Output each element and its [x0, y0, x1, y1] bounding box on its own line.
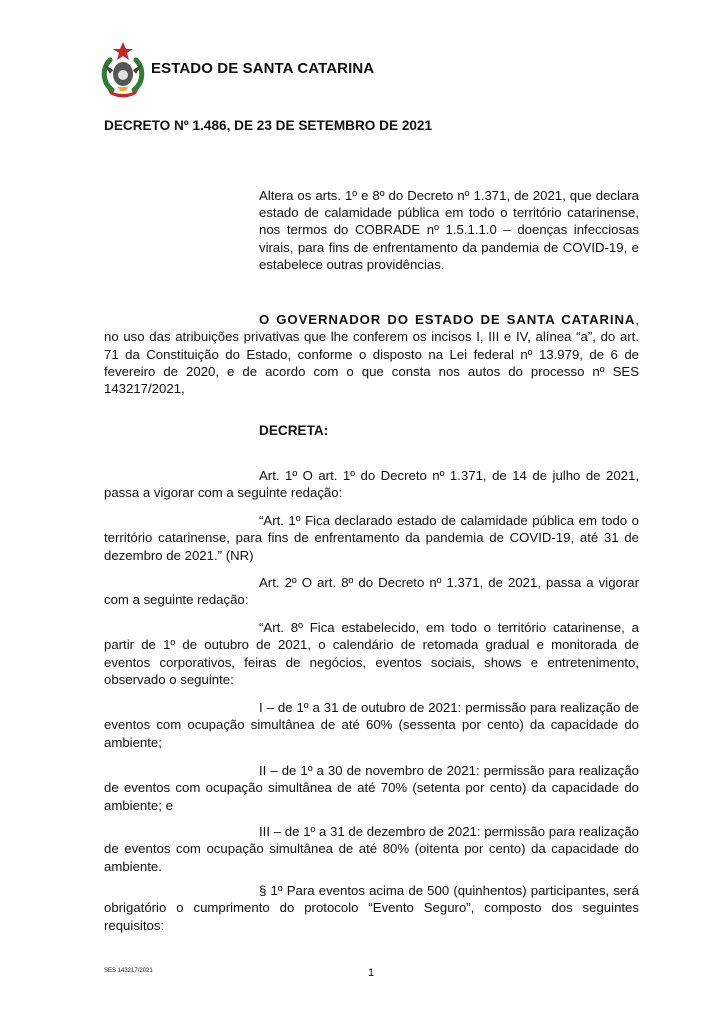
page-number: 1	[368, 967, 375, 979]
article-8-quote: “Art. 8º Fica estabelecido, em todo o território catarinense, a partir de 1º de outubro de 2021, o calendário de retomada gradual e monitorada de eventos corporativos, feiras de negócios, eventos sociais, shows e entretenimento, observado o seguinte:	[104, 620, 639, 687]
state-name: ESTADO DE SANTA CATARINA	[151, 60, 375, 77]
preamble	[104, 311, 639, 397]
article-1: Art. 1º O art. 1º do Decreto nº 1.371, de 14 de julho de 2021, passa a vigorar com a seguinte redação:	[104, 468, 639, 501]
article-2: Art. 2º O art. 8º do Decreto nº 1.371, de 2021, passa a vigorar com a seguinte redação:	[104, 575, 639, 608]
decreta-heading: DECRETA:	[259, 423, 329, 438]
decree-title: DECRETO Nº 1.486, DE 23 DE SETEMBRO DE 2021	[104, 118, 433, 133]
governor-heading: O GOVERNADOR DO ESTADO DE SANTA CATARINA	[259, 312, 636, 327]
item-iii: III – de 1º a 31 de dezembro de 2021: permissão para realização de eventos com ocupação simultânea de até 80% (oitenta por cento) da capacidade do ambiente.	[104, 824, 639, 874]
item-i: I – de 1º a 31 de outubro de 2021: permissão para realização de eventos com ocupação simultânea de até 60% (sessenta por cento) da capacidade do ambiente;	[104, 700, 639, 750]
paragraph-1: § 1º Para eventos acima de 500 (quinhentos) participantes, será obrigatório o cumprimento do protocolo “Evento Seguro”, composto dos seguintes requisitos:	[104, 883, 639, 933]
ementa: Altera os arts. 1º e 8º do Decreto nº 1.371, de 2021, que declara estado de calamidade pública em todo o território catarinense, nos termos do COBRADE nº 1.5.1.1.0 – doenças infecciosas virais, para fins de enfrentamento da pandemia de COVID-19, e estabelece outras providências.	[259, 188, 639, 272]
footer-process-number: SES 143217/2021	[104, 968, 153, 974]
article-1-quote: “Art. 1º Fica declarado estado de calamidade pública em todo o território catarinense, para fins de enfrentamento da pandemia de COVID-19, até 31 de dezembro de 2021.” (NR)	[104, 513, 639, 563]
coat-of-arms-icon	[100, 40, 146, 98]
item-ii: II – de 1º a 30 de novembro de 2021: permissão para realização de eventos com ocupação simultânea de até 70% (setenta por cento) da capacidade do ambiente; e	[104, 763, 639, 813]
preamble-text: , no uso das atribuições privativas que lhe conferem os incisos I, III e IV, alínea “a”, do art. 71 da Constituição do Estado, conforme o disposto na Lei federal nº 13.979, de 6 de fevereiro de 2020, e de acordo com o que consta nos autos do processo nº SES 143217/2021,	[104, 312, 639, 397]
